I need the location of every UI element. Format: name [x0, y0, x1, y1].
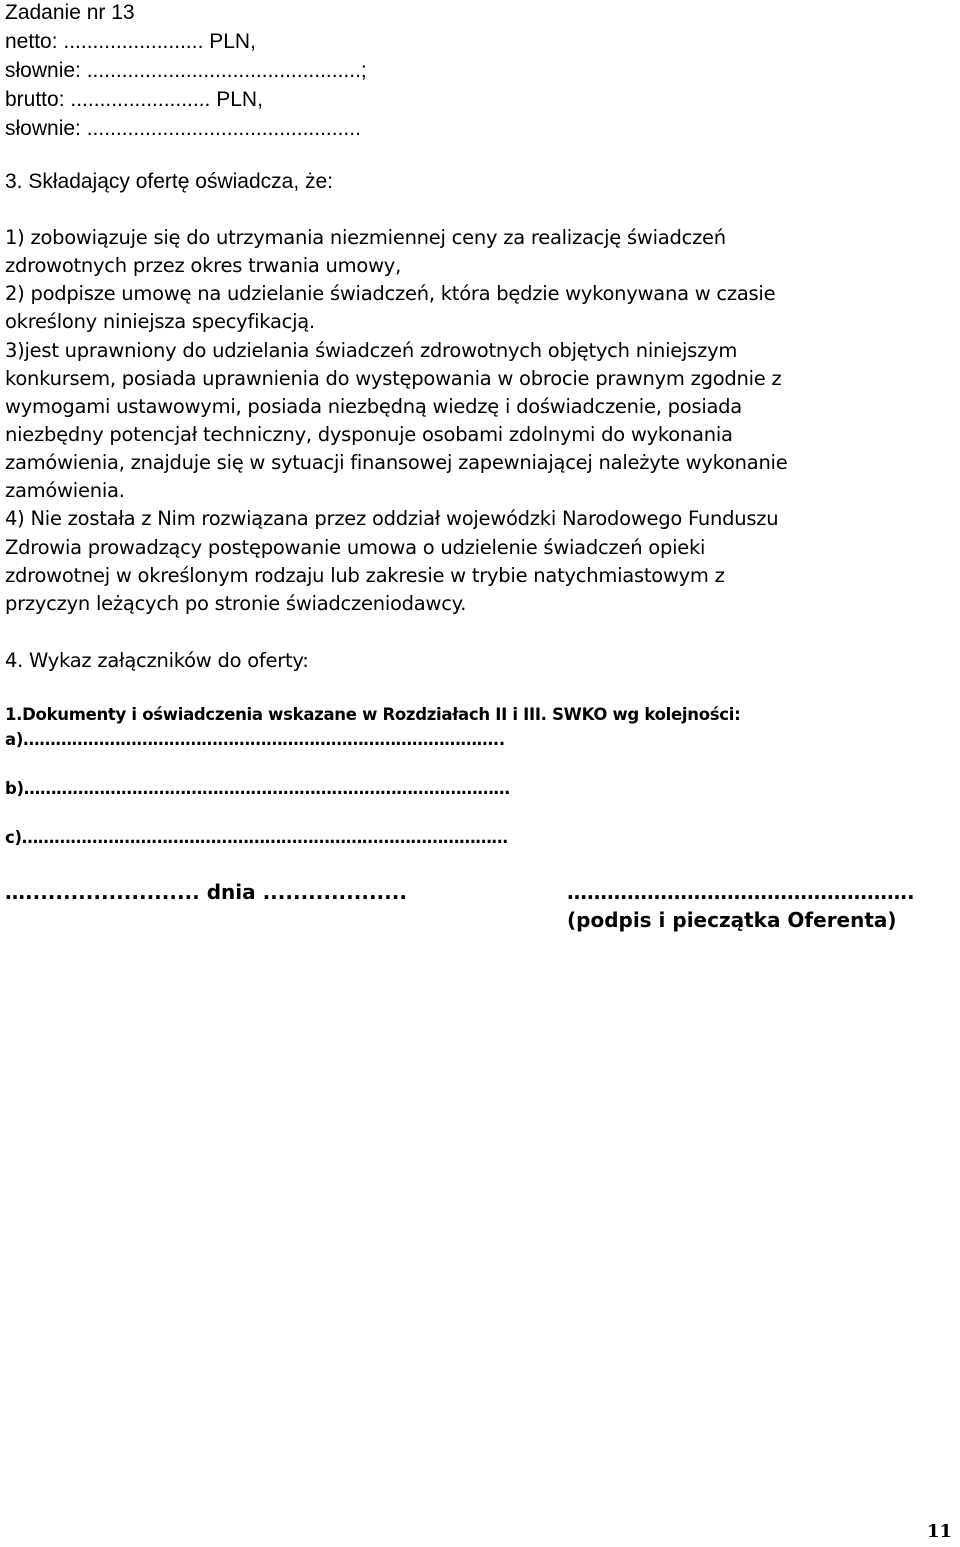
- attachment-line-a: a)……………………………………………………………………………..: [5, 730, 505, 749]
- item-1-line-1: 1) zobowiązuje się do utrzymania niezmiennej ceny za realizację świadczeń: [5, 226, 726, 249]
- page-number: 11: [926, 1521, 952, 1542]
- item-1-line-2: zdrowotnych przez okres trwania umowy,: [5, 254, 402, 277]
- item-3-line-2: konkursem, posiada uprawnienia do występowania w obrocie prawnym zgodnie z: [5, 367, 782, 390]
- item-2-line-2: określony niniejsza specyfikacją.: [5, 310, 315, 333]
- brutto-line: brutto: ........................ PLN,: [5, 88, 263, 111]
- item-3-line-1: 3)jest uprawniony do udzielania świadczeń zdrowotnych objętych niniejszym: [5, 339, 738, 362]
- item-4-line-3: zdrowotnej w określonym rodzaju lub zakresie w trybie natychmiastowym z: [5, 564, 725, 587]
- item-3-line-3: wymogami ustawowymi, posiada niezbędną wiedzę i doświadczenie, posiada: [5, 395, 743, 418]
- item-4-line-4: przyczyn leżących po stronie świadczeniodawcy.: [5, 592, 467, 615]
- place-date-line: …....................... dnia ...................: [5, 880, 407, 904]
- item-3-line-5: zamówienia, znajduje się w sytuacji finansowej zapewniającej należyte wykonanie: [5, 451, 788, 474]
- signature-caption: (podpis i pieczątka Oferenta): [567, 908, 897, 932]
- netto-line: netto: ........................ PLN,: [5, 30, 256, 53]
- item-4-line-2: Zdrowia prowadzący postępowanie umowa o udzielenie świadczeń opieki: [5, 536, 706, 559]
- item-3-line-4: niezbędny potencjał techniczny, dysponuje osobami zdolnymi do wykonania: [5, 423, 733, 446]
- slownie-line-1: słownie: ...............................................;: [5, 59, 367, 82]
- task-title: Zadanie nr 13: [5, 1, 135, 24]
- attachment-line-c: c)………………………………………………………………………………: [5, 828, 508, 847]
- item-4-line-1: 4) Nie została z Nim rozwiązana przez oddział wojewódzki Narodowego Funduszu: [5, 507, 779, 530]
- section-4-heading: 4. Wykaz załączników do oferty:: [5, 649, 309, 672]
- slownie-line-2: słownie: ...............................................: [5, 117, 361, 140]
- signature-line: …………………………………………….: [567, 880, 915, 904]
- attachment-line-b: b)………………………………………………………………………………: [5, 779, 510, 798]
- section-3-heading: 3. Składający ofertę oświadcza, że:: [5, 170, 334, 193]
- item-3-line-6: zamówienia.: [5, 479, 125, 502]
- item-2-line-1: 2) podpisze umowę na udzielanie świadczeń, która będzie wykonywana w czasie: [5, 282, 776, 305]
- attachments-docs-line: 1.Dokumenty i oświadczenia wskazane w Rozdziałach II i III. SWKO wg kolejności:: [5, 705, 741, 724]
